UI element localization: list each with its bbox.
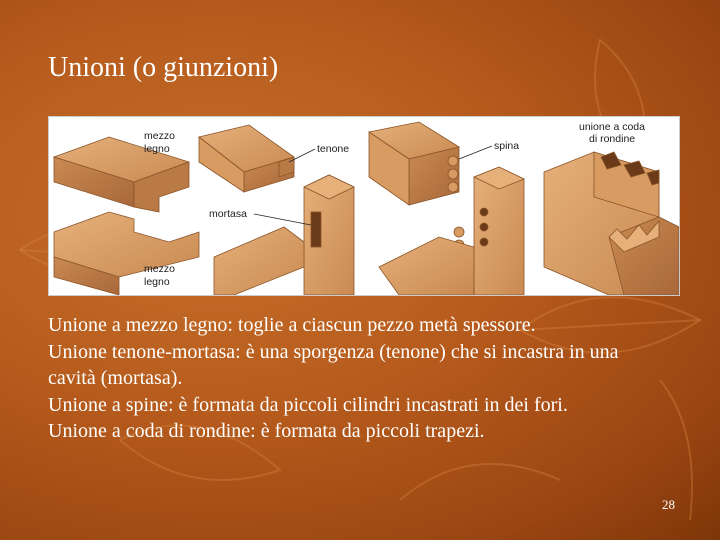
label-coda-di-rondine-1: unione a coda	[579, 121, 645, 133]
item-tenone-mortasa	[48, 339, 648, 392]
joints-drawing	[49, 117, 679, 295]
term-tenone-mortasa: Unione tenone-mortasa	[48, 340, 236, 363]
slide-title: Unioni (o giunzioni)	[48, 52, 279, 83]
half-lap-joint	[54, 137, 199, 295]
item-mezzo-legno	[48, 312, 648, 339]
label-mezzo-legno-bottom-1: mezzo	[144, 263, 175, 275]
label-coda-di-rondine-2: di rondine	[589, 133, 636, 145]
label-mortasa: mortasa	[209, 208, 247, 220]
desc-spine: : è formata da piccoli cilindri incastrati in dei fori.	[167, 393, 568, 416]
desc-mezzo-legno: : toglie a ciascun pezzo metà spessore.	[227, 314, 536, 336]
joints-description	[48, 312, 648, 445]
item-spine	[48, 392, 648, 419]
item-coda-di-rondine	[48, 418, 648, 445]
term-spine: Unione a spine	[48, 393, 168, 416]
dovetail-joint	[544, 152, 679, 295]
term-coda-di-rondine: Unione a coda di rondine	[48, 420, 251, 442]
term-mezzo-legno: Unione a mezzo legno	[48, 314, 228, 336]
label-tenone: tenone	[317, 143, 350, 155]
label-mezzo-legno-top-1: mezzo	[144, 130, 175, 142]
joints-illustration	[48, 116, 680, 296]
label-mezzo-legno-bottom-2: legno	[144, 276, 170, 288]
label-mezzo-legno-top-2: legno	[144, 143, 170, 155]
page-number: 28	[662, 497, 675, 512]
desc-tenone-mortasa: : è una sporgenza (tenone) che si incastra in una cavità (mortasa).	[48, 340, 619, 389]
label-spina: spina	[494, 140, 520, 152]
desc-coda-di-rondine: : è formata da piccoli trapezi.	[250, 420, 485, 442]
